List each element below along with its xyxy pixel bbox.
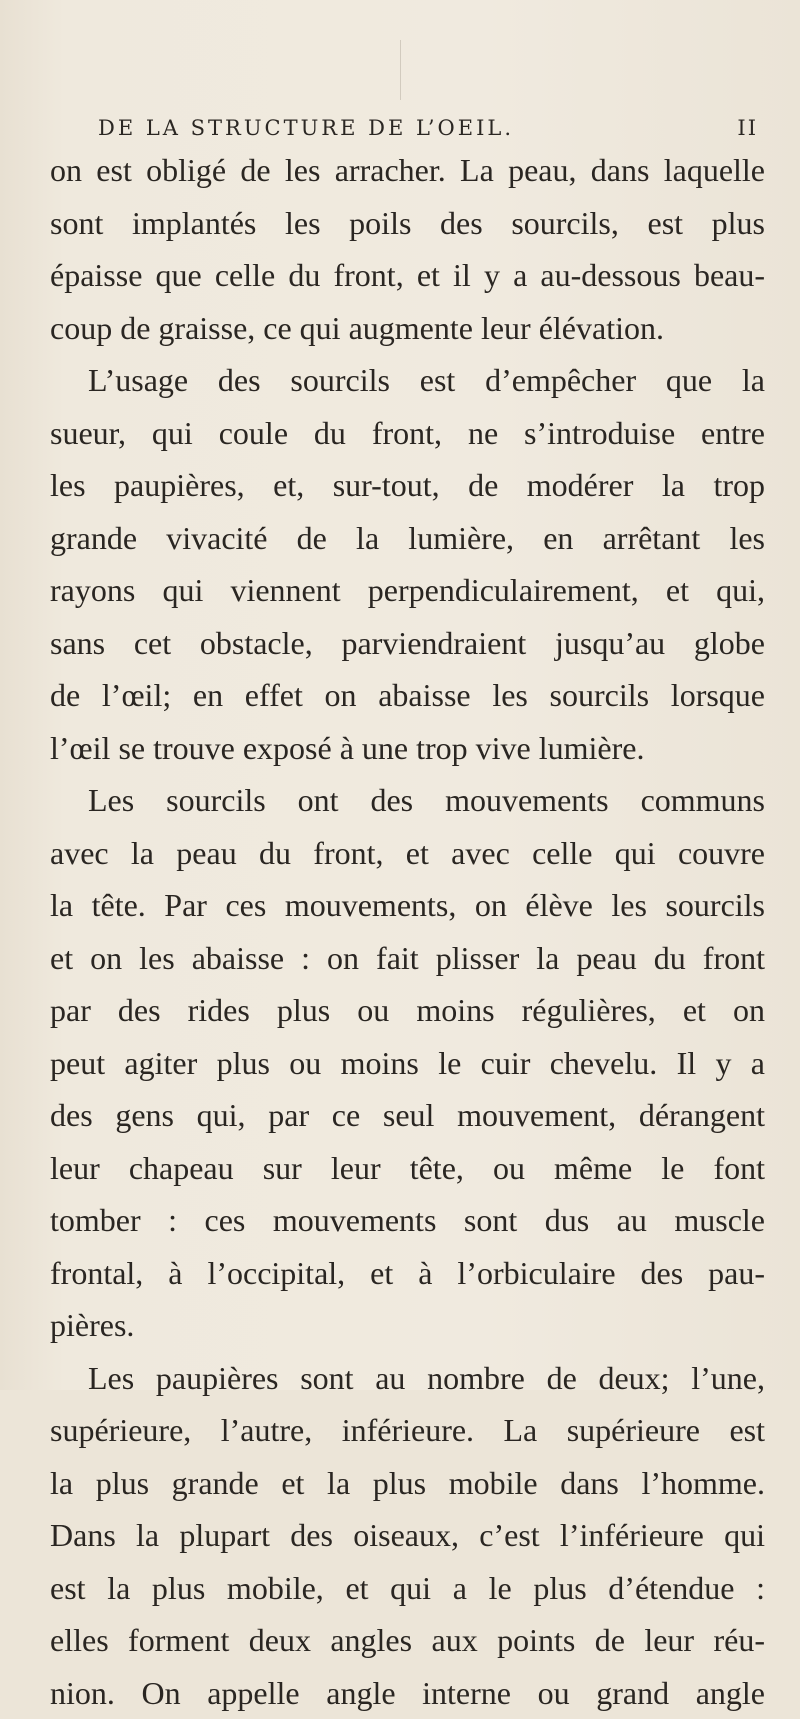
page-crease: [400, 40, 401, 100]
text-line: rayons qui viennent perpendiculairement, et qui,: [50, 564, 765, 617]
text-line: nion. On appelle angle interne ou grand angle: [50, 1667, 765, 1719]
text-line: supérieure, l’autre, inférieure. La supérieure est: [50, 1404, 765, 1457]
text-line: avec la peau du front, et avec celle qui couvre: [50, 827, 765, 880]
text-line: coup de graisse, ce qui augmente leur élévation.: [50, 302, 765, 355]
text-line: est la plus mobile, et qui a le plus d’étendue :: [50, 1562, 765, 1615]
text-line: pières.: [50, 1299, 765, 1352]
text-line: leur chapeau sur leur tête, ou même le font: [50, 1142, 765, 1195]
text-line: par des rides plus ou moins régulières, et on: [50, 984, 765, 1037]
body-text: [50, 144, 765, 1719]
text-line: des gens qui, par ce seul mouvement, dérangent: [50, 1089, 765, 1142]
text-line: on est obligé de les arracher. La peau, dans laquelle: [50, 144, 765, 197]
text-line: elles forment deux angles aux points de leur réu-: [50, 1614, 765, 1667]
text-line: peut agiter plus ou moins le cuir chevelu. Il y a: [50, 1037, 765, 1090]
text-line: frontal, à l’occipital, et à l’orbiculaire des pau-: [50, 1247, 765, 1300]
text-line: sont implantés les poils des sourcils, est plus: [50, 197, 765, 250]
running-title: DE LA STRUCTURE DE L’OEIL.: [98, 116, 514, 140]
text-line: la plus grande et la plus mobile dans l’homme.: [50, 1457, 765, 1510]
text-line: tomber : ces mouvements sont dus au muscle: [50, 1194, 765, 1247]
text-line: l’œil se trouve exposé à une trop vive lumière.: [50, 722, 765, 775]
text-line: sans cet obstacle, parviendraient jusqu’au globe: [50, 617, 765, 670]
text-line: de l’œil; en effet on abaisse les sourcils lorsque: [50, 669, 765, 722]
page-number: II: [737, 116, 758, 140]
text-line: les paupières, et, sur-tout, de modérer la trop: [50, 459, 765, 512]
text-line: sueur, qui coule du front, ne s’introduise entre: [50, 407, 765, 460]
running-head: [98, 116, 758, 146]
text-line: et on les abaisse : on fait plisser la peau du front: [50, 932, 765, 985]
text-line: L’usage des sourcils est d’empêcher que la: [50, 354, 765, 407]
text-line: Dans la plupart des oiseaux, c’est l’inférieure qui: [50, 1509, 765, 1562]
text-line: Les sourcils ont des mouvements communs: [50, 774, 765, 827]
text-line: grande vivacité de la lumière, en arrêtant les: [50, 512, 765, 565]
text-line: la tête. Par ces mouvements, on élève les sourcils: [50, 879, 765, 932]
text-line: épaisse que celle du front, et il y a au-dessous beau-: [50, 249, 765, 302]
text-line: Les paupières sont au nombre de deux; l’une,: [50, 1352, 765, 1405]
